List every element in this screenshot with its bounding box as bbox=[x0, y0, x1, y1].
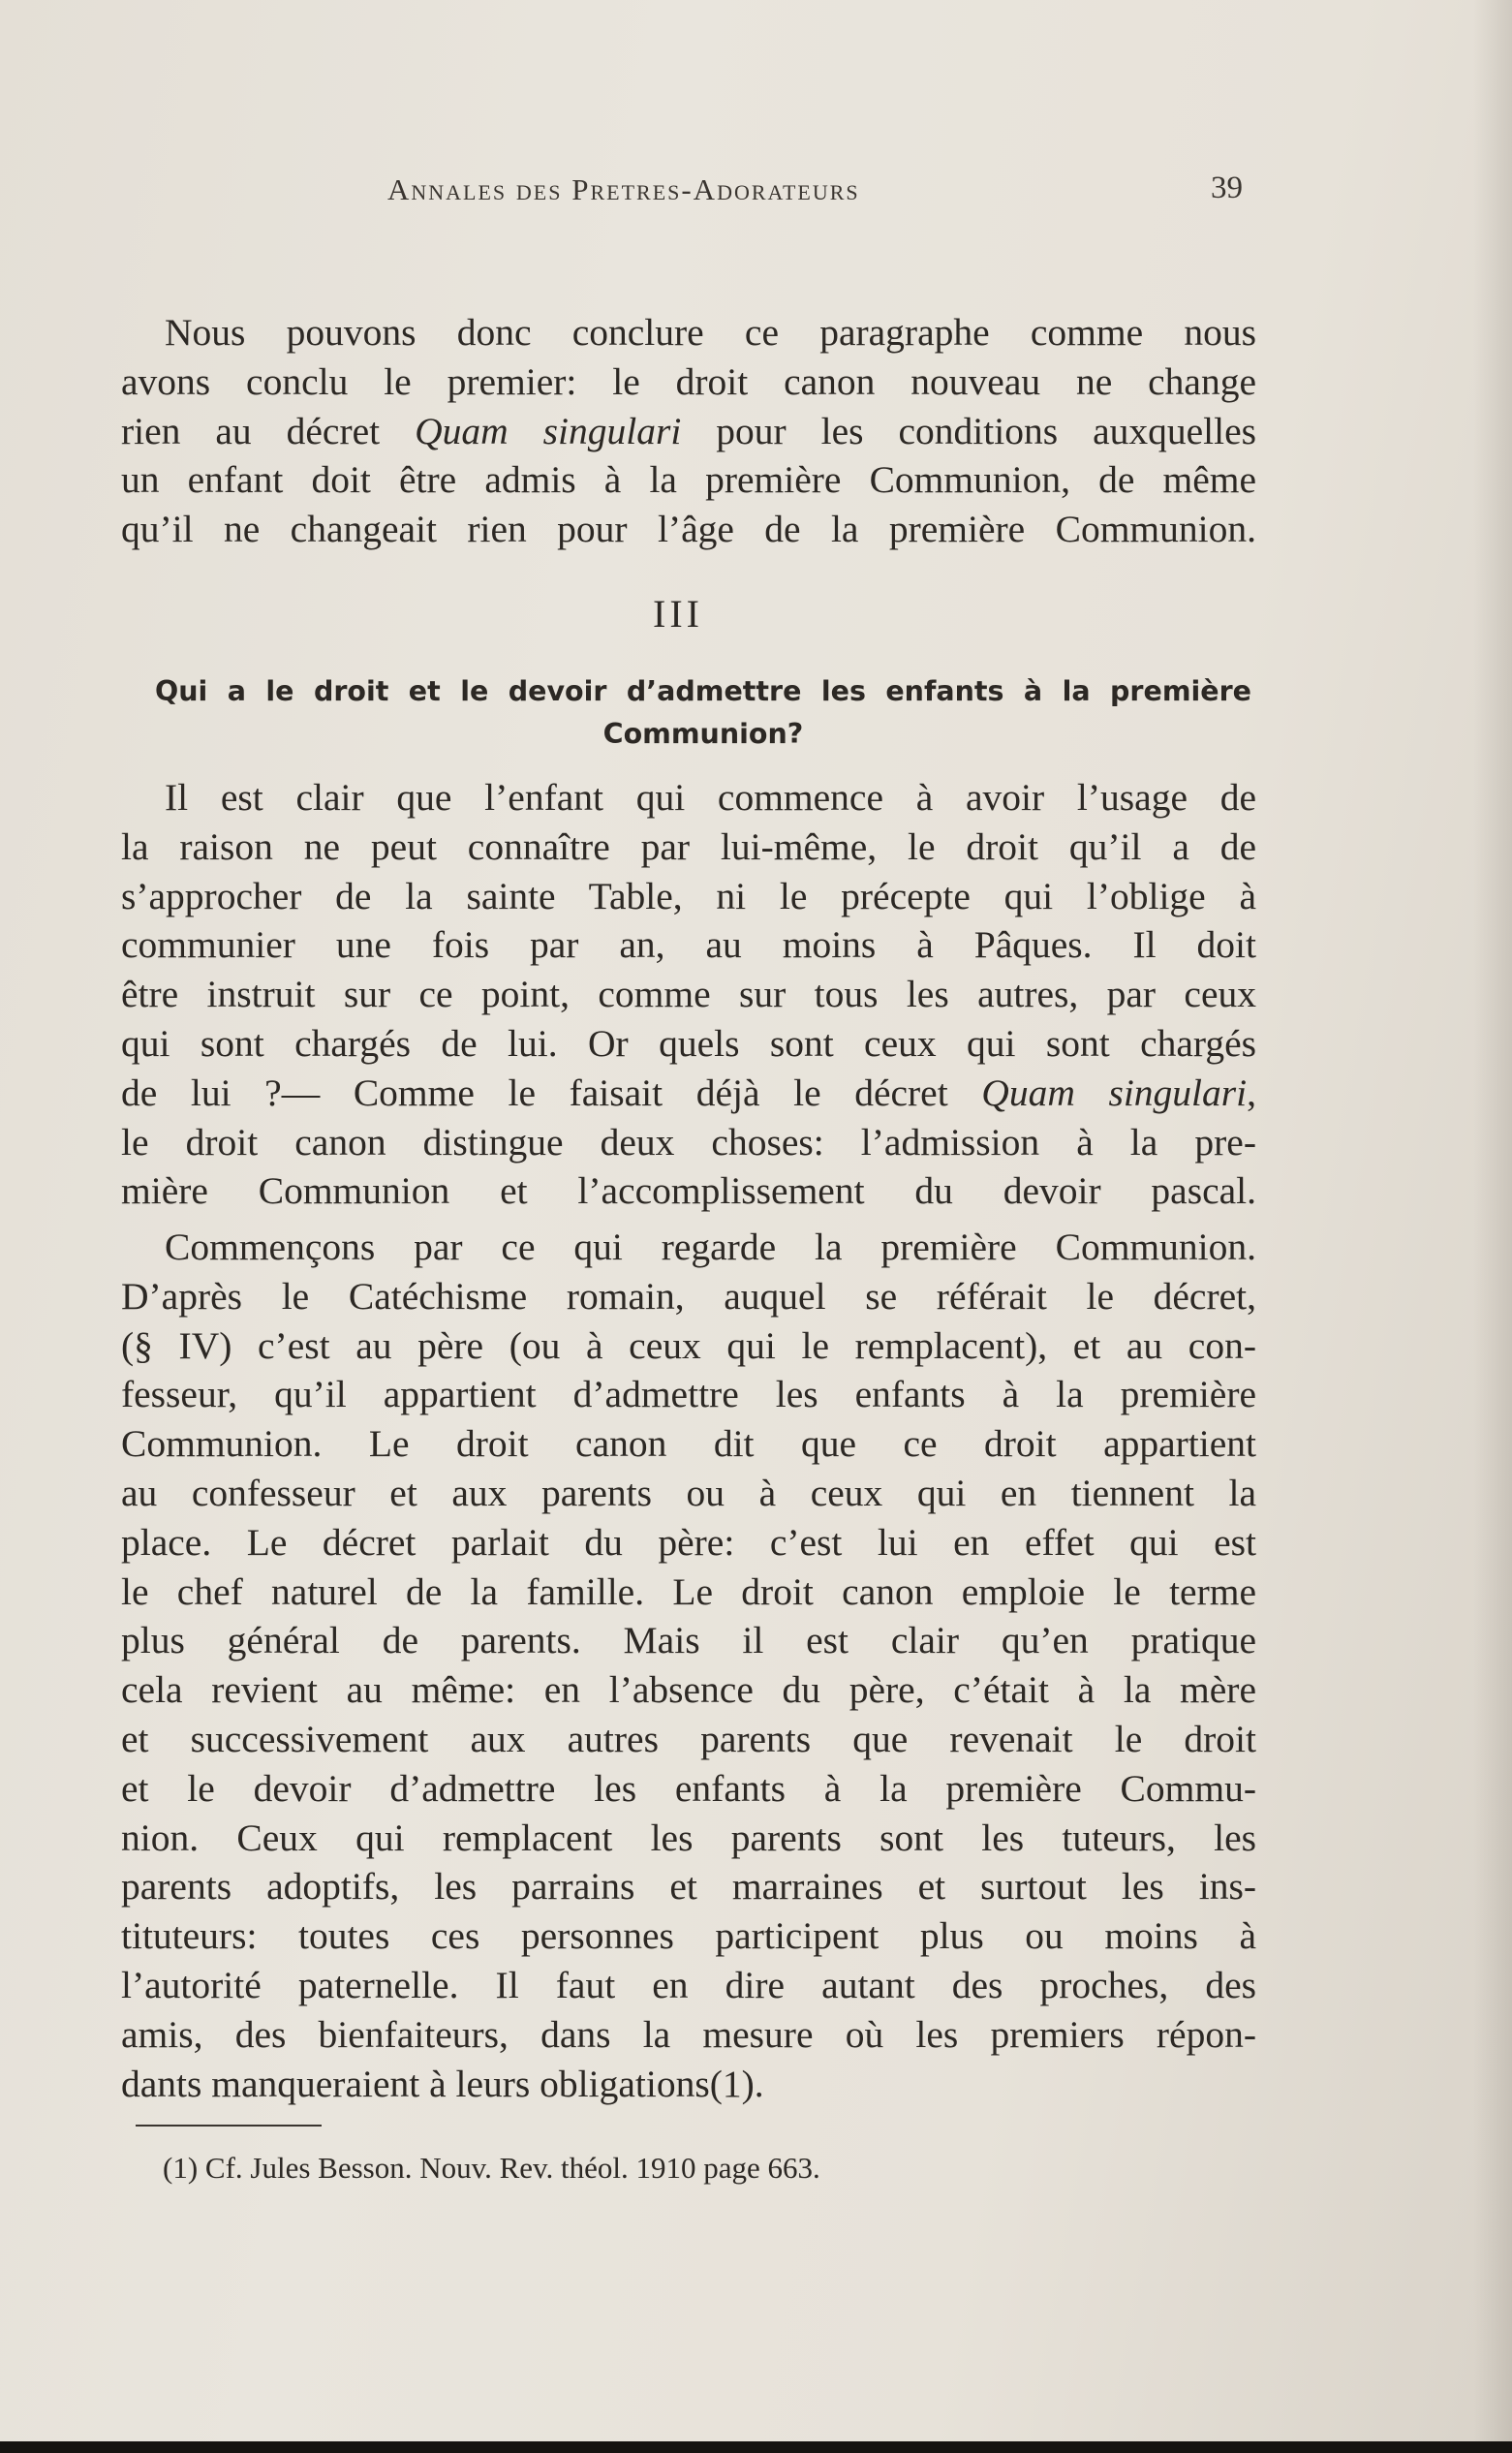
running-head: Annales des Pretres-Adorateurs bbox=[387, 172, 860, 206]
text-line: Il est clair que l’enfant qui commence à avoir l’usage de bbox=[165, 776, 1256, 819]
text-line: dants manqueraient à leurs obligations(1). bbox=[121, 2062, 764, 2105]
text-line: communier une fois par an, au moins à Pâques. Il doit bbox=[121, 923, 1256, 967]
text-line: la raison ne peut connaître par lui-même, le droit qu’il a de bbox=[121, 824, 1256, 868]
text-line: l’autorité paternelle. Il faut en dire autant des proches, des bbox=[121, 1963, 1256, 2006]
text-line: amis, des bienfaiteurs, dans la mesure où les premiers répon- bbox=[121, 2012, 1256, 2056]
text-line: rien au décret Quam singulari pour les conditions auxquelles bbox=[121, 409, 1257, 452]
text-line: Nous pouvons donc conclure ce paragraphe comme nous bbox=[165, 311, 1256, 354]
text-line: être instruit sur ce point, comme sur tous les autres, par ceux bbox=[121, 973, 1256, 1016]
text-line: qu’il ne changeait rien pour l’âge de la première Communion. bbox=[121, 508, 1256, 551]
text-line: nion. Ceux qui remplacent les parents sont les tuteurs, les bbox=[121, 1816, 1256, 1859]
footnote-rule bbox=[136, 2125, 322, 2127]
text-line: D’après le Catéchisme romain, auquel se référait le décret, bbox=[121, 1274, 1256, 1318]
text-line: parents adoptifs, les parrains et marraines et surtout les ins- bbox=[121, 1865, 1256, 1909]
page-number: 39 bbox=[1211, 171, 1243, 205]
text-line: un enfant doit être admis à la première Communion, de même bbox=[121, 458, 1256, 502]
paragraph-1 bbox=[121, 308, 1256, 554]
text-line: et successivement aux autres parents que revenait le droit bbox=[121, 1717, 1256, 1760]
text-line: cela revient au même: en l’absence du père, c’était à la mère bbox=[121, 1668, 1256, 1712]
text-line: Commençons par ce qui regarde la première Communion. bbox=[165, 1226, 1256, 1268]
footnote: (1) Cf. Jules Besson. Nouv. Rev. théol. 1910 page 663. bbox=[163, 2151, 820, 2185]
text-line: (§ IV) c’est au père (ou à ceux qui le remplacent), et au con- bbox=[121, 1323, 1256, 1367]
text-line: au confesseur et aux parents ou à ceux qui en tiennent la bbox=[121, 1471, 1256, 1514]
text-line: tituteurs: toutes ces personnes participent plus ou moins à bbox=[121, 1914, 1256, 1958]
page-edge-shadow bbox=[1473, 0, 1512, 2441]
text-line: qui sont chargés de lui. Or quels sont ceux qui sont chargés bbox=[121, 1021, 1256, 1065]
text-line: de lui ?— Comme le faisait déjà le décret Quam singulari, bbox=[121, 1071, 1256, 1114]
section-number: III bbox=[653, 592, 703, 636]
text-line: et le devoir d’admettre les enfants à la première Commu- bbox=[121, 1766, 1256, 1810]
text-line: Communion. Le droit canon dit que ce droit appartient bbox=[121, 1422, 1256, 1466]
text-line: s’approcher de la sainte Table, ni le précepte qui l’oblige à bbox=[121, 874, 1256, 917]
paragraph-3 bbox=[121, 1223, 1256, 2108]
text-line: mière Communion et l’accomplissement du devoir pascal. bbox=[121, 1169, 1256, 1213]
section-title-line: Communion? bbox=[602, 718, 804, 750]
text-line: plus général de parents. Mais il est clair qu’en pratique bbox=[121, 1619, 1256, 1662]
text-line: le chef naturel de la famille. Le droit canon emploie le terme bbox=[121, 1569, 1256, 1613]
section-title-line: Qui a le droit et le devoir d’admettre les enfants à la première bbox=[155, 675, 1251, 707]
paragraph-2 bbox=[121, 773, 1256, 1216]
text-line: le droit canon distingue deux choses: l’admission à la pre- bbox=[121, 1120, 1256, 1164]
section-title bbox=[155, 670, 1251, 756]
text-line: place. Le décret parlait du père: c’est lui en effet qui est bbox=[121, 1520, 1256, 1564]
text-line: fesseur, qu’il appartient d’admettre les enfants à la première bbox=[121, 1373, 1256, 1416]
text-line: avons conclu le premier: le droit canon nouveau ne change bbox=[121, 359, 1256, 403]
